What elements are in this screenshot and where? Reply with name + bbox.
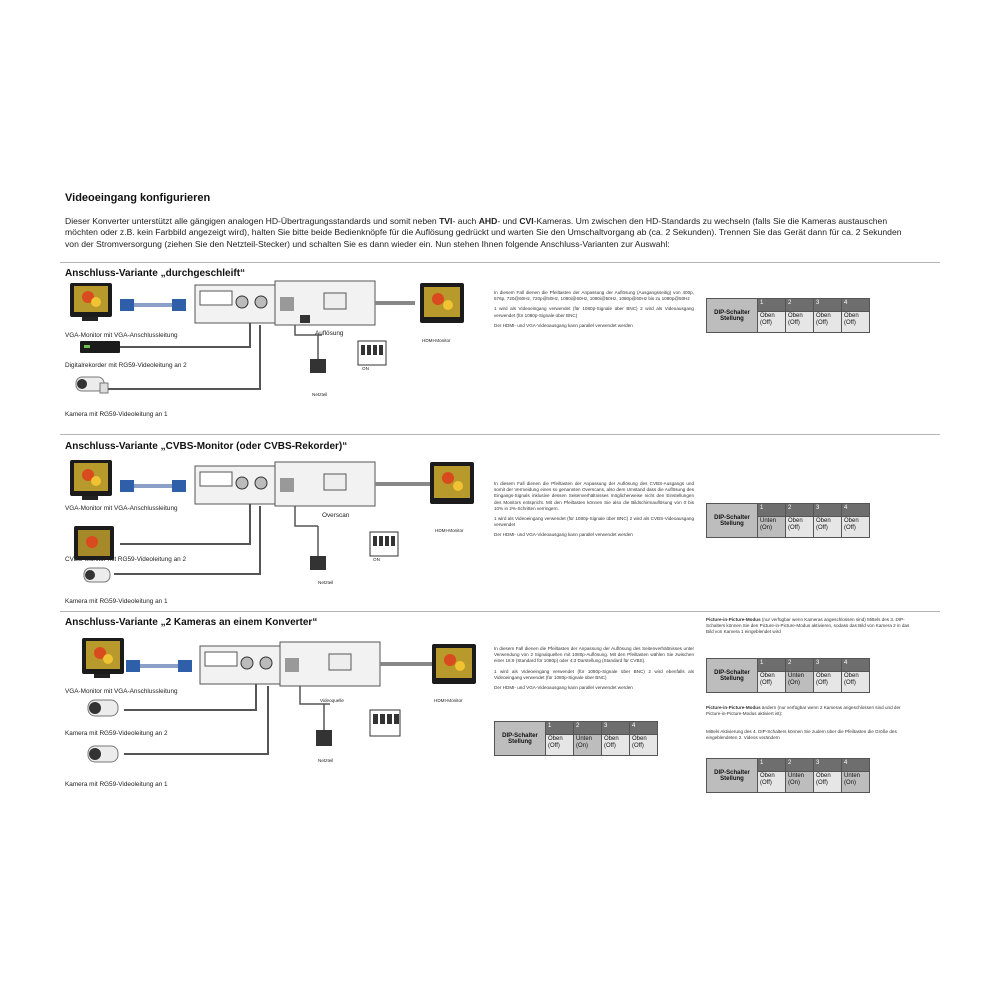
vga-cable-icon (120, 480, 186, 492)
dip-header: DIP-Schalter Stellung (495, 722, 546, 756)
section3-diagram (60, 630, 480, 790)
camera-icon (84, 568, 110, 582)
dip-value: Oben (Off) (758, 672, 786, 693)
dip-value: Oben (Off) (758, 312, 786, 333)
camera-label: Kamera mit RG59-Videoleitung an 1 (65, 411, 168, 418)
videoquelle-label: Videoquelle (320, 698, 344, 703)
dip-header: DIP-Schalter Stellung (707, 659, 758, 693)
vga-monitor-label: VGA-Monitor mit VGA-Anschlussleitung (65, 688, 178, 695)
page-title: Videoeingang konfigurieren (65, 192, 211, 204)
dip-value: Unten (On) (786, 672, 814, 693)
section3-dip-table: DIP-Schalter Stellung 1 2 3 4 Oben (Off) Unten (On) Oben (Off) Oben (Off) (494, 721, 658, 756)
recorder-label: Digitalrekorder mit RG59-Videoleitung an 2 (65, 362, 187, 369)
dip-header: DIP-Schalter Stellung (707, 759, 758, 793)
pip-dip-table: DIP-Schalter Stellung 1 2 3 4 Oben (Off) Unten (On) Oben (Off) Oben (Off) (706, 658, 870, 693)
dip-value: Oben (Off) (814, 312, 842, 333)
camera-icon (76, 377, 108, 393)
section1-dip-table: DIP-Schalter Stellung 1 2 3 4 Oben (Off) Oben (Off) Oben (Off) Oben (Off) (706, 298, 870, 333)
cvbs-monitor-label: CVBS-Monitor mit RG59-Videoleitung an 2 (65, 556, 187, 563)
dip-value: Oben (Off) (786, 312, 814, 333)
dip-value: Oben (Off) (842, 312, 870, 333)
dip-header: DIP-Schalter Stellung (707, 504, 758, 538)
dip-value: Unten (On) (574, 735, 602, 756)
vga-monitor-icon (82, 638, 124, 678)
converter-icon (195, 462, 375, 506)
dip-value: Unten (On) (786, 772, 814, 793)
pip-size-dip-table: DIP-Schalter Stellung 1 2 3 4 Oben (Off) Unten (On) Oben (Off) Unten (On) (706, 758, 870, 793)
cvbs-monitor-icon (74, 526, 114, 560)
on-label: ON (373, 557, 380, 562)
on-label: ON (362, 366, 369, 371)
vga-monitor-label: VGA-Monitor mit VGA-Anschlussleitung (65, 332, 178, 339)
dip-value: Oben (Off) (602, 735, 630, 756)
netzteil-label: Netzteil (312, 392, 328, 397)
section-divider (60, 611, 940, 612)
aufloesung-label: Auflösung (315, 330, 344, 337)
section2-title: Anschluss-Variante „CVBS-Monitor (oder CVBS-Rekorder)“ (65, 441, 348, 452)
section1-diagram (60, 275, 480, 425)
camera-label: Kamera mit RG59-Videoleitung an 1 (65, 598, 168, 605)
dip-value: Oben (Off) (814, 517, 842, 538)
dip-value: Oben (Off) (814, 672, 842, 693)
dip-value: Oben (Off) (786, 517, 814, 538)
hdmi-monitor-icon (432, 644, 476, 684)
hdmi-monitor-label: HDMI-Monitor (422, 338, 451, 343)
hdmi-monitor-icon (430, 462, 474, 504)
pip-size-description: Mittels Aktivierung des 4. DIP-Schalters können Sie zudem über die Pfeiltasten die Größe des eingeblendeten 2. Videos verändern (706, 729, 897, 741)
hdmi-monitor-label: HDMI-Monitor (435, 528, 464, 533)
camera-icon (88, 700, 118, 716)
vga-cable-icon (126, 660, 192, 672)
section1-title: Anschluss-Variante „durchgeschleift“ (65, 268, 246, 279)
vga-cable-icon (120, 299, 186, 311)
recorder-icon (80, 341, 120, 353)
dip-value: Oben (Off) (758, 772, 786, 793)
overscan-label: Overscan (322, 512, 350, 519)
section1-description: In diesem Fall dienen die Pfeiltasten der Anpassung der Auflösung (Ausgangsseitig) von 400p, 576p, 720@60Hz, 720p@50Hz, 1080i@60Hz, 1080i@50Hz, 1080p@60Hz bis zu 1080p@50Hz 1 wird als Videoeingang verwendet (für 1080p-Signale über BNC) 2 wird als Videoausgang verwendet (für 1080p-Signale über BNC) Der HDMI- und VGA-Videoausgang kann parallel verwendet werden (494, 290, 694, 328)
vga-monitor-icon (70, 460, 112, 500)
section2-diagram (60, 456, 480, 606)
vga-monitor-label: VGA-Monitor mit VGA-Anschlussleitung (65, 505, 178, 512)
netzteil-label: Netzteil (318, 758, 334, 763)
section-divider (60, 262, 940, 263)
pip-change-description: Picture-in-Picture-Modus ändern (nur verfügbar wenn 2 Kameras angeschlossen sind und der Picture-in-Picture-Modus aktiviert ist): (706, 705, 901, 717)
dip-value: Oben (Off) (842, 517, 870, 538)
dip-value: Unten (On) (842, 772, 870, 793)
dip-switch-icon (370, 710, 400, 736)
power-supply-icon (300, 686, 332, 746)
section3-description: In diesem Fall dienen die Pfeiltasten der Anpassung der Auflösung des Seitenverhältnisses unter Verwendung von 2 Signalquellen mit 1080p-Auflösung. Mit den Pfeiltasten wählen Sie zwischen einer 16:9 (Standard für 1080p) oder 4:3 Darstellung (Standard für CVBS). 1 wird als Videoeingang verwendet (für 1080p-Signale über BNC) 2 wird ebenfalls als Videoeingang verwendet (für 1080p-Signale über BNC) Der HDMI- und VGA-Videoausgang kann parallel verwendet werden (494, 646, 694, 691)
converter-icon (195, 281, 375, 325)
section-divider (60, 434, 940, 435)
section2-dip-table: DIP-Schalter Stellung 1 2 3 4 Unten (On) Oben (Off) Oben (Off) Oben (Off) (706, 503, 870, 538)
hdmi-monitor-icon (420, 283, 464, 323)
camera1-label: Kamera mit RG59-Videoleitung an 1 (65, 781, 168, 788)
section2-description: In diesem Fall dienen die Pfeiltasten der Anpassung der Auflösung des CVBS-Ausgangs und somit der Vermeidung eines so genannten Overscans, also dem Umstand dass die Auflösung des Eingangs-Signals inklusive dessen Seitenverhältnisses möglicherweise nicht den Einstellungen des Monitors entspricht. Mit den Pfeiltasten können Sie also die Bildschirmauflösung von 0 bis 10% in 2%-Schritten verringern. 1 wird als Videoeingang verwendet (für 1080p-Signale über BNC) 2 wird als CVBS-Videoausgang verwendet Der HDMI- und VGA-Videoausgang kann parallel verwendet werden (494, 481, 694, 538)
camera-icon (88, 746, 118, 762)
section3-title: Anschluss-Variante „2 Kameras an einem Konverter“ (65, 617, 318, 628)
dip-switch-icon (358, 341, 386, 365)
intro-paragraph: Dieser Konverter unterstützt alle gängigen analogen HD-Übertragungsstandards und somit neben TVI- auch AHD- und CVI-Kameras. Um zwischen den HD-Standards zu wechseln (falls Sie die Kameras austauschen möchten oder z.B. kein Farbbild angezeigt wird), halten Sie bitte beide Bedienknöpfe für die Auflösung gedrückt und warten Sie den Umschaltvorgang ab (ca. 2 Sekunden). Trennen Sie das Gerät dann für ca. 2 Sekunden von der Stromversorgung (ziehen Sie den Netzteil-Stecker) und schalten Sie es dann wieder ein. Nun stehen Ihnen folgende Anschluss-Varianten zur Auswahl: (65, 216, 902, 249)
dip-value: Oben (Off) (842, 672, 870, 693)
netzteil-label: Netzteil (318, 580, 334, 585)
vga-monitor-icon (70, 283, 112, 321)
dip-value: Oben (Off) (630, 735, 658, 756)
converter-icon (200, 642, 380, 686)
dip-value: Oben (Off) (546, 735, 574, 756)
camera2-label: Kamera mit RG59-Videoleitung an 2 (65, 730, 168, 737)
pip-description: Picture-in-Picture-Modus (nur verfügbar wenn Kameras angeschlossen sind) Mittels des 3. DIP-Schalters können Sie den Picture-in-Picture-Modus aktivieren, sodass das Bild von Kamera 2 in das Bild von Kamera 1 eingeblendet wird (706, 617, 910, 635)
hdmi-monitor-label: HDMI-Monitor (434, 698, 463, 703)
dip-switch-icon (370, 532, 398, 556)
dip-value: Oben (Off) (814, 772, 842, 793)
dip-value: Unten (On) (758, 517, 786, 538)
dip-header: DIP-Schalter Stellung (707, 299, 758, 333)
